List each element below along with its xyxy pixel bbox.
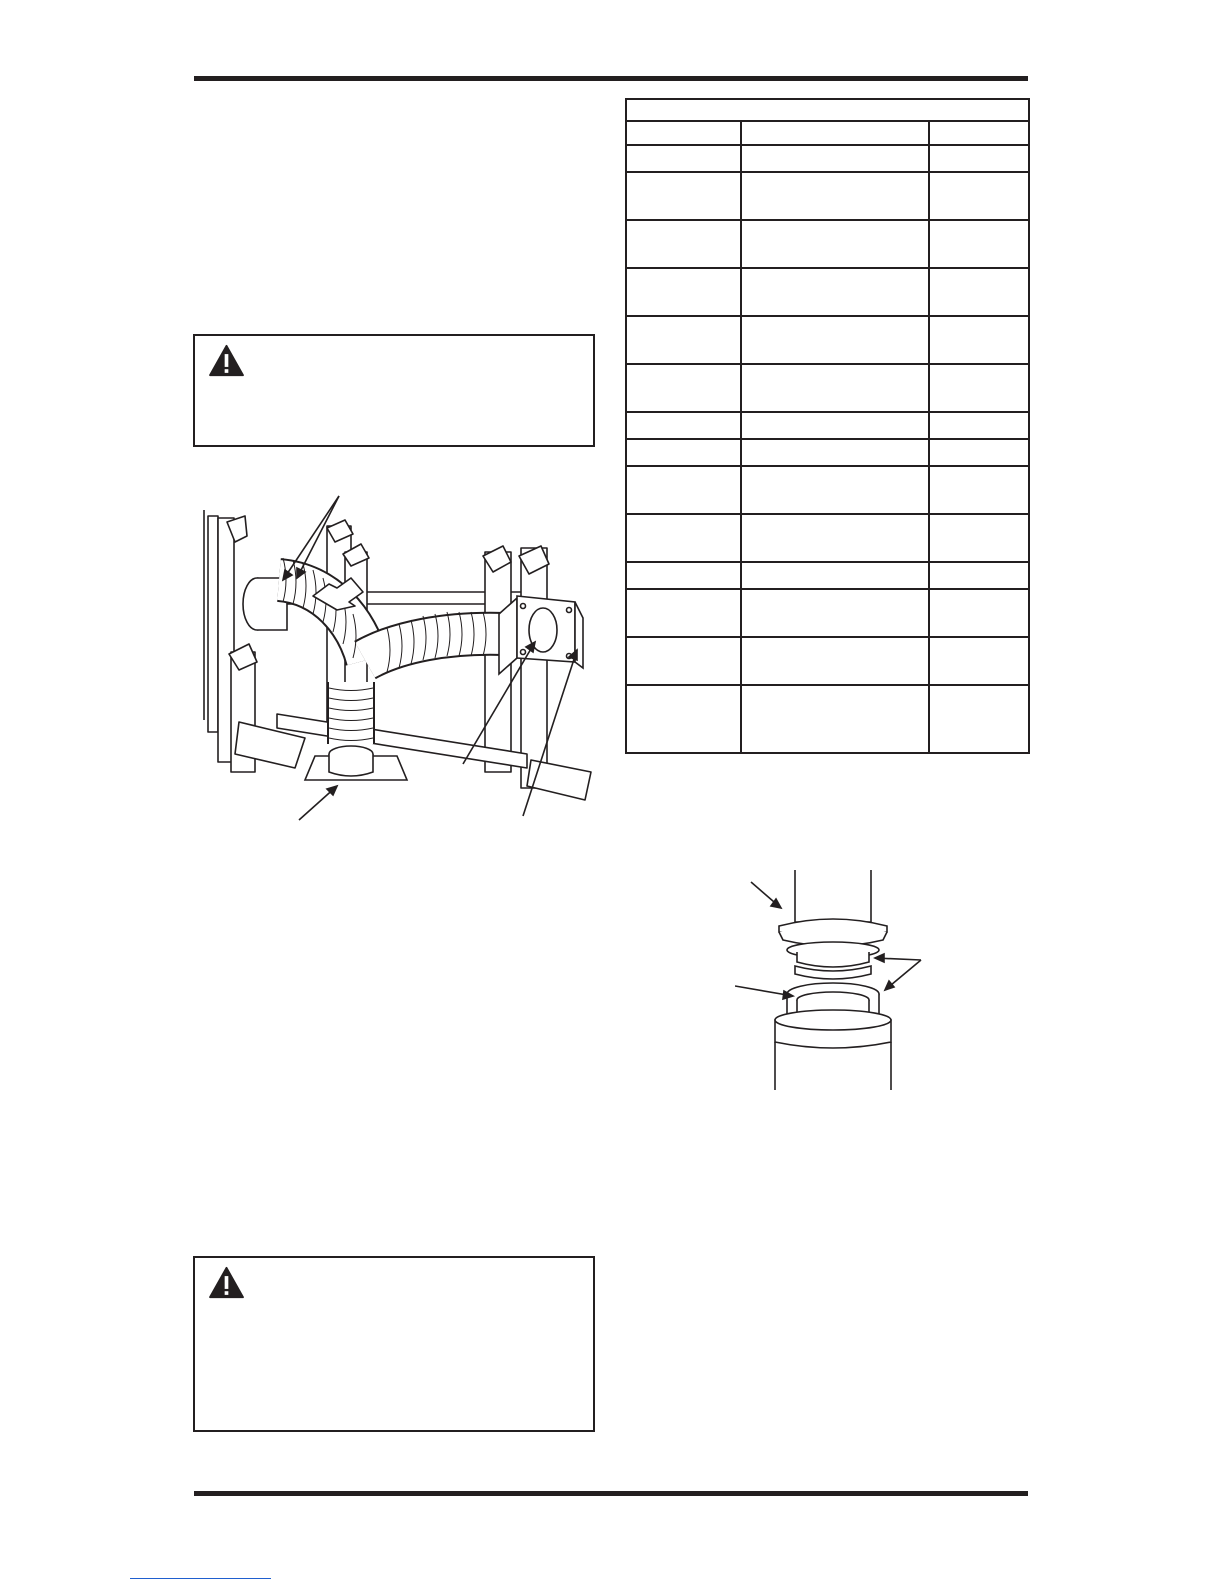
table-row (626, 685, 1029, 753)
table-cell (626, 589, 741, 637)
table-cell (741, 412, 929, 439)
table-row (626, 514, 1029, 562)
table-cell (626, 685, 741, 753)
table-cell (741, 364, 929, 412)
table-cell (626, 145, 741, 172)
table-cell (626, 466, 741, 514)
table-cell (741, 145, 929, 172)
table-cell (626, 439, 741, 466)
table-cell (929, 364, 1029, 412)
table-cell (626, 172, 741, 220)
warning-box (193, 334, 595, 447)
table-row (626, 145, 1029, 172)
table-cell (741, 439, 929, 466)
table-cell (929, 466, 1029, 514)
warning-box (193, 1256, 595, 1432)
flex-duct-assembly-diagram (187, 492, 601, 832)
table-cell (929, 439, 1029, 466)
table-row (626, 316, 1029, 364)
table-cell (741, 562, 929, 589)
table-cell (626, 412, 741, 439)
warning-triangle-icon (208, 1266, 245, 1299)
table-cell (626, 121, 741, 145)
table-cell (741, 637, 929, 685)
table-header-row (626, 121, 1029, 145)
table-cell (626, 220, 741, 268)
table-cell (929, 145, 1029, 172)
top-rule (194, 76, 1028, 81)
table-row (626, 220, 1029, 268)
table-cell (741, 514, 929, 562)
table-cell (929, 268, 1029, 316)
warning-triangle-icon (208, 344, 245, 377)
table-cell (929, 562, 1029, 589)
table-row (626, 412, 1029, 439)
pipe-joint-seal-diagram (735, 870, 965, 1090)
table-cell (741, 466, 929, 514)
table-cell (741, 685, 929, 753)
table-cell (741, 316, 929, 364)
table-cell (626, 364, 741, 412)
table-cell (626, 316, 741, 364)
table-cell (929, 316, 1029, 364)
table-cell (741, 589, 929, 637)
table-row (626, 439, 1029, 466)
table-cell (741, 121, 929, 145)
table-row (626, 562, 1029, 589)
table-cell (929, 589, 1029, 637)
table-row (626, 172, 1029, 220)
bottom-rule (194, 1491, 1028, 1496)
table-row (626, 364, 1029, 412)
spec-table (625, 98, 1030, 754)
table-cell (929, 514, 1029, 562)
table-cell (626, 514, 741, 562)
table-cell (626, 562, 741, 589)
table-cell (741, 172, 929, 220)
table-row (626, 637, 1029, 685)
table-row (626, 268, 1029, 316)
table-cell (929, 412, 1029, 439)
table-cell (626, 637, 741, 685)
table-title-cell (626, 99, 1029, 121)
footer-link[interactable] (130, 1578, 271, 1579)
table-cell (929, 637, 1029, 685)
table-title-row (626, 99, 1029, 121)
table-cell (626, 268, 741, 316)
table-cell (929, 121, 1029, 145)
table-row (626, 466, 1029, 514)
table-row (626, 589, 1029, 637)
table-cell (741, 268, 929, 316)
table-cell (929, 220, 1029, 268)
table-cell (929, 172, 1029, 220)
table-cell (929, 685, 1029, 753)
table-cell (741, 220, 929, 268)
